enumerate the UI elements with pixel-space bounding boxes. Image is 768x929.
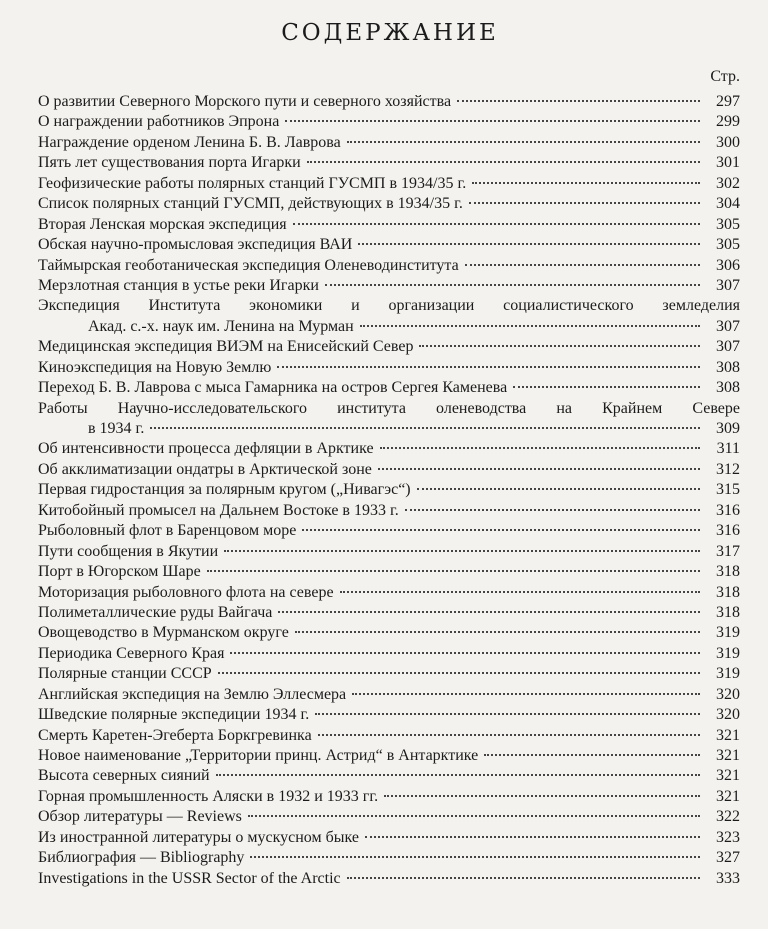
toc-entry-title: Обская научно-промысловая экспедиция ВАИ [38, 236, 353, 254]
toc-entry-title: Медицинская экспедиция ВИЭМ на Енисейский Север [38, 338, 414, 356]
toc-entry-page: 316 [716, 501, 740, 519]
toc-entry[interactable] [38, 583, 740, 603]
toc-entry-title: Из иностранной литературы о мускусном быке [38, 828, 359, 846]
toc-entry-title: Пять лет существования порта Игарки [38, 154, 301, 172]
dot-leader [358, 243, 700, 245]
dot-leader [277, 366, 700, 368]
toc-entry-title: Шведские полярные экспедиции 1934 г. [38, 706, 310, 724]
toc-entry[interactable] [38, 848, 740, 868]
dot-leader [250, 856, 700, 858]
toc-entry-title: О награждении работников Эпрона [38, 113, 280, 131]
toc-entry-page: 316 [716, 522, 740, 540]
toc-entry-title: Первая гидростанция за полярным кругом („Нивагэс“) [38, 481, 411, 499]
toc-entry[interactable] [38, 358, 740, 378]
toc-entry-page: 305 [716, 236, 740, 254]
toc-entry-page: 322 [716, 808, 740, 826]
toc-entry-title: Таймырская геоботаническая экспедиция Оленеводинститута [38, 256, 459, 274]
toc-entry[interactable] [38, 133, 740, 153]
dot-leader [315, 713, 700, 715]
toc-entry[interactable] [38, 562, 740, 582]
dot-leader [472, 182, 700, 184]
toc-entry[interactable] [38, 685, 740, 705]
dot-leader [347, 141, 700, 143]
toc-entry-title: Периодика Северного Края [38, 644, 225, 662]
toc-entry-title: Полиметаллические руды Вайгача [38, 603, 273, 621]
toc-entry[interactable] [38, 439, 740, 459]
toc-entry[interactable] [38, 623, 740, 643]
toc-entry-title: Пути сообщения в Якутии [38, 542, 219, 560]
toc-entry-page: 309 [716, 420, 740, 437]
toc-entry[interactable] [38, 112, 740, 132]
toc-entry[interactable] [38, 766, 740, 786]
dot-leader [469, 202, 700, 204]
toc-entry[interactable] [38, 399, 740, 419]
toc-entry-title: Английская экспедиция на Землю Эллесмера [38, 685, 347, 703]
toc-entry[interactable] [38, 174, 740, 194]
dot-leader [513, 386, 700, 388]
toc-entry-title: Порт в Югорском Шаре [38, 563, 201, 581]
dot-leader [384, 795, 700, 797]
toc-entry-continuation[interactable] [38, 419, 740, 439]
toc-entry[interactable] [38, 235, 740, 255]
toc-entry[interactable] [38, 869, 740, 889]
toc-entry-page: 300 [716, 133, 740, 151]
toc-entry-page: 323 [716, 828, 740, 846]
toc-entry-page: 318 [716, 603, 740, 621]
dot-leader [352, 693, 700, 695]
toc-entry-title: Рыболовный флот в Баренцовом море [38, 522, 297, 540]
toc-entry-page: 297 [716, 93, 740, 110]
toc-entry-page: 320 [716, 685, 740, 703]
table-of-contents [38, 92, 740, 889]
toc-entry-page: 305 [716, 215, 740, 233]
toc-entry-title: Вторая Ленская морская экспедиция [38, 215, 287, 233]
toc-entry-title: Геофизические работы полярных станций ГУСМП в 1934/35 г. [38, 174, 467, 192]
toc-entry-title: Экспедиция Института экономики и организации социалистического земледелия [38, 297, 740, 315]
toc-entry-title: Об интенсивности процесса дефляции в Арктике [38, 440, 374, 458]
toc-entry-title: Обзор литературы — Reviews [38, 808, 242, 826]
toc-entry-title: Список полярных станций ГУСМП, действующих в 1934/35 г. [38, 195, 463, 213]
toc-entry[interactable] [38, 644, 740, 664]
toc-entry[interactable] [38, 726, 740, 746]
toc-entry[interactable] [38, 256, 740, 276]
toc-entry-title: Горная промышленность Аляски в 1932 и 1933 гг. [38, 787, 379, 805]
dot-leader [216, 774, 700, 776]
dot-leader [417, 488, 700, 490]
dot-leader [365, 836, 700, 838]
toc-entry-page: 307 [716, 317, 740, 335]
dot-leader [248, 815, 700, 817]
toc-entry[interactable] [38, 92, 740, 112]
toc-entry-title: О развитии Северного Морского пути и северного хозяйства [38, 93, 452, 110]
toc-entry-page: 307 [716, 338, 740, 356]
toc-entry[interactable] [38, 542, 740, 562]
toc-entry-page: 299 [716, 113, 740, 131]
page-column-label: Стр. [710, 68, 740, 85]
toc-entry[interactable] [38, 194, 740, 214]
dot-leader [340, 591, 700, 593]
toc-entry-page: 333 [716, 869, 740, 887]
dot-leader [150, 427, 700, 429]
dot-leader [302, 529, 700, 531]
toc-entry[interactable] [38, 787, 740, 807]
toc-entry-title: Китобойный промысел на Дальнем Востоке в 1933 г. [38, 501, 399, 519]
toc-entry[interactable] [38, 276, 740, 296]
toc-entry-title: Овощеводство в Мурманском округе [38, 624, 289, 642]
toc-entry-title-continued: Акад. с.-х. наук им. Ленина на Мурман [88, 317, 354, 335]
toc-entry-page: 317 [716, 542, 740, 560]
toc-entry-title: Моторизация рыболовного флота на севере [38, 583, 334, 601]
toc-entry-page: 315 [716, 481, 740, 499]
dot-leader [484, 754, 700, 756]
dot-leader [230, 652, 700, 654]
toc-entry-title: Библиография — Bibliography [38, 849, 245, 867]
dot-leader [307, 161, 700, 163]
toc-entry[interactable] [38, 480, 740, 500]
toc-entry[interactable] [38, 501, 740, 521]
toc-entry[interactable] [38, 521, 740, 541]
toc-entry-page: 327 [716, 849, 740, 867]
toc-entry-page: 306 [716, 256, 740, 274]
dot-leader [378, 468, 700, 470]
page-title: СОДЕРЖАНИЕ [281, 20, 499, 46]
toc-entry-title: Киноэкспедиция на Новую Землю [38, 358, 272, 376]
toc-entry[interactable] [38, 378, 740, 398]
toc-entry-page: 320 [716, 706, 740, 724]
toc-entry-page: 312 [716, 460, 740, 478]
dot-leader [419, 345, 700, 347]
toc-entry[interactable] [38, 153, 740, 173]
dot-leader [347, 877, 700, 879]
dot-leader [380, 447, 700, 449]
toc-entry-title: Новое наименование „Территории принц. Астрид“ в Антарктике [38, 747, 479, 764]
toc-entry-page: 311 [716, 440, 740, 458]
toc-entry-page: 308 [716, 379, 740, 397]
toc-entry[interactable] [38, 603, 740, 623]
toc-entry[interactable] [38, 460, 740, 480]
dot-leader [207, 570, 700, 572]
dot-leader [218, 672, 700, 674]
dot-leader [295, 631, 700, 633]
toc-entry-page: 319 [716, 665, 740, 683]
toc-entry-title: Награждение орденом Ленина Б. В. Лаврова [38, 133, 341, 151]
dot-leader [457, 100, 700, 102]
toc-entry[interactable] [38, 664, 740, 684]
dot-leader [285, 120, 700, 122]
toc-entry-continuation[interactable] [38, 317, 740, 337]
dot-leader [318, 734, 700, 736]
dot-leader [278, 611, 700, 613]
toc-entry[interactable] [38, 215, 740, 235]
dot-leader [325, 284, 700, 286]
toc-entry-title: Переход Б. В. Лаврова с мыса Гамарника на остров Сергея Каменева [38, 379, 508, 397]
toc-entry-page: 319 [716, 624, 740, 642]
toc-entry-page: 318 [716, 563, 740, 581]
toc-entry[interactable] [38, 746, 740, 766]
dot-leader [465, 264, 700, 266]
toc-entry-page: 321 [716, 726, 740, 744]
toc-entry-page: 319 [716, 644, 740, 662]
dot-leader [224, 550, 700, 552]
toc-entry-title: Высота северных сияний [38, 767, 210, 785]
toc-entry[interactable] [38, 296, 740, 316]
dot-leader [405, 509, 700, 511]
toc-entry-title-continued: в 1934 г. [88, 420, 145, 437]
toc-entry-title: Работы Научно-исследовательского института оленеводства на Крайнем Севере [38, 399, 740, 417]
toc-entry-page: 304 [716, 195, 740, 213]
dot-leader [360, 325, 700, 327]
toc-entry[interactable] [38, 337, 740, 357]
toc-entry-title: Полярные станции СССР [38, 665, 212, 683]
toc-entry-title: Об акклиматизации ондатры в Арктической зоне [38, 460, 372, 478]
toc-entry[interactable] [38, 705, 740, 725]
toc-entry[interactable] [38, 807, 740, 827]
toc-entry-title: Смерть Каретен-Эгеберта Боркгревинка [38, 726, 312, 744]
toc-entry-page: 321 [716, 767, 740, 785]
toc-entry-page: 321 [716, 787, 740, 805]
toc-entry[interactable] [38, 828, 740, 848]
toc-entry-page: 301 [716, 154, 740, 172]
toc-entry-page: 321 [716, 747, 740, 764]
toc-entry-page: 307 [716, 276, 740, 294]
toc-entry-title: Мерзлотная станция в устье реки Игарки [38, 276, 319, 294]
dot-leader [293, 223, 700, 225]
toc-entry-page: 302 [716, 174, 740, 192]
toc-entry-page: 318 [716, 583, 740, 601]
toc-entry-title: Investigations in the USSR Sector of the Arctic [38, 869, 341, 887]
toc-entry-page: 308 [716, 358, 740, 376]
